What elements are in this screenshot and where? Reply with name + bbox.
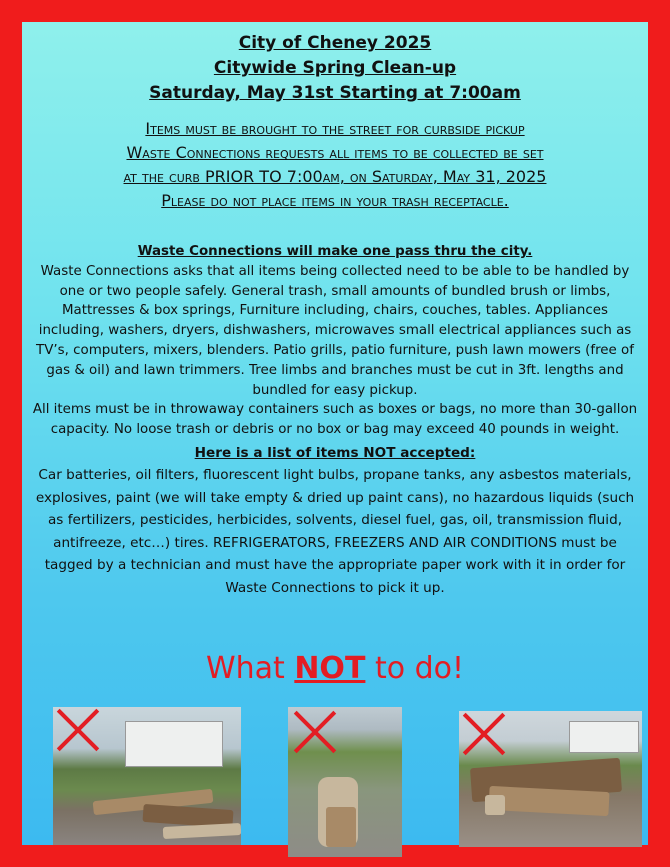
notice-line-1: Items must be brought to the street for curbside pickup	[145, 119, 525, 138]
what-not-prefix: What	[205, 651, 295, 686]
not-accepted-text: Car batteries, oil filters, fluorescent light bulbs, propane tanks, any asbestos materials, explosives, paint (we will take empty & dried up paint cans), no hazardous liquids (such as fertilizers, pesticides, herbicides, solvents, diesel fuel, gas, oil, transmission fluid, antifreeze, etc…) tires. REFRIGERATORS, FREEZERS AND AIR CONDITIONS must be tagged by a technician and must have the appropriate paper work with it in order for Waste Connections to pick it up.	[35, 467, 635, 596]
red-x-icon	[292, 709, 338, 755]
guidelines-text: Waste Connections asks that all items being collected need to be able to be handled by one or two people safely. General trash, small amounts of bundled brush or limbs, Mattresses & box springs, Furniture including, chairs, couches, tables. Appliances including, washers, dryers, dishwashers, microwaves small electrical appliances such as TV’s, computers, mixers, blenders. Patio grills, patio furniture, push lawn mowers (free of gas & oil) and lawn trimmers. Tree limbs and branches must be cut in 3ft. lengths and bundled for easy pickup.	[36, 263, 634, 398]
containers-text: All items must be in throwaway containers such as boxes or bags, no more than 30-gallon capacity. No loose trash or debris or no box or bag may exceed 40 pounds in weight.	[32, 402, 638, 438]
photo-house	[569, 721, 639, 753]
photo-debris-pile	[485, 795, 505, 815]
not-accepted-block	[28, 442, 642, 600]
curbside-notice	[0, 117, 670, 213]
notice-line-3: at the curb PRIOR TO 7:00am, on Saturday, May 31, 2025	[123, 167, 547, 186]
photo-debris-pile	[163, 823, 241, 839]
flyer-header	[0, 31, 670, 106]
title-city: City of Cheney 2025	[238, 33, 432, 53]
photo-house	[125, 721, 223, 767]
photo-debris-lawn	[53, 707, 241, 845]
red-x-icon	[55, 707, 101, 753]
what-not-suffix: to do!	[365, 651, 465, 686]
notice-line-4: Please do not place items in your trash receptacle.	[161, 191, 509, 210]
pass-heading: Waste Connections will make one pass thru the city.	[137, 244, 533, 259]
photo-debris-pile	[488, 786, 609, 816]
what-not-heading	[0, 651, 670, 686]
photo-debris-curb	[288, 707, 402, 857]
notice-line-2: Waste Connections requests all items to be collected be set	[126, 143, 544, 162]
title-date: Saturday, May 31st Starting at 7:00am	[149, 83, 521, 103]
red-x-icon	[461, 711, 507, 757]
title-event: Citywide Spring Clean-up	[213, 58, 457, 78]
what-not-emphasis: NOT	[294, 651, 366, 686]
photo-debris-yard	[459, 711, 642, 847]
guidelines-block	[28, 242, 642, 599]
photo-debris-pile	[326, 807, 356, 847]
not-accepted-heading: Here is a list of items NOT accepted:	[194, 444, 476, 461]
